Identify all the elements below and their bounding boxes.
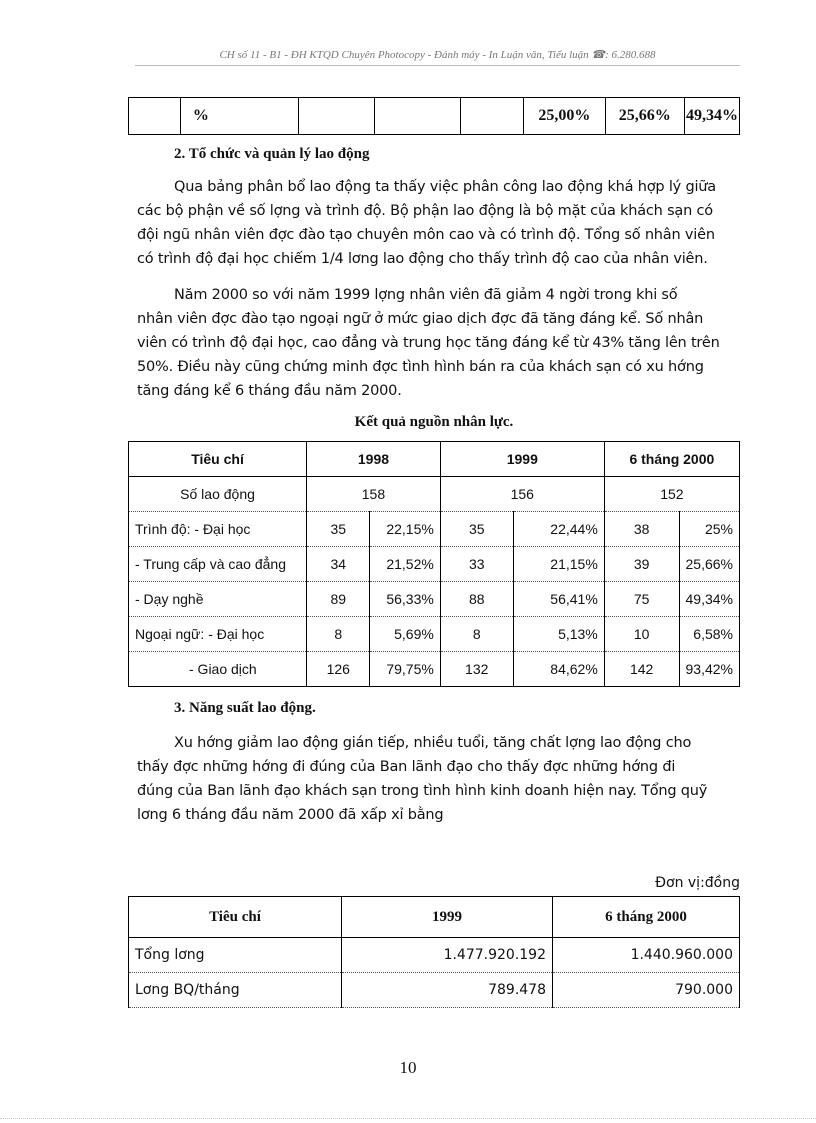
continued-table-row [128,97,740,135]
section-2-title: 2. Tổ chức và quản lý lao động [174,146,370,162]
page-header: CH số 11 - B1 - ĐH KTQD Chuyên Photocopy - Đánh máy - In Luận văn, Tiểu luận ☎: 6.280.688 [135,48,740,66]
percent-value: 49,34% [685,98,740,135]
table-row: Lơng BQ/tháng 789.478 790.000 [129,973,740,1008]
wage-table [128,896,740,1008]
table-row: Ngoại ngữ: - Đại học 8 5,69% 8 5,13% 10 6,58% [129,617,740,652]
table-header-row: Tiêu chí 1999 6 tháng 2000 [129,897,740,938]
page-number: 10 [399,1058,417,1077]
section-2-paragraph-2: Năm 2000 so với năm 1999 lợng nhân viên đã giảm 4 ngời trong khi số nhân viên đợc đào tạo ngoại ngữ ở mức giao dịch đợc đã tăng đáng kể. Số nhân viên có trình độ đại học, cao đẳng và trung học tăng đáng kể từ 43% tăng lên trên 50%. Điều này cũng chứng minh đợc tình hình bán ra của khách sạn có xu hớng tăng đáng kể 6 tháng đầu năm 2000. [137,287,720,399]
section-3-paragraph: Xu hớng giảm lao động gián tiếp, nhiều tuổi, tăng chất lợng lao động cho thấy đợc những hớng đi đúng của Ban lãnh đạo cho thấy đợc những hớng đi đúng của Ban lãnh đạo khách sạn trong tình hình kinh doanh hiện nay. Tổng quỹ lơng 6 tháng đầu năm 2000 đã xấp xỉ bằng [137,735,708,823]
percent-value: 25,66% [605,98,684,135]
results-table-caption: Kết quả nguồn nhân lực. [354,414,514,430]
unit-label: Đơn vị:đồng [655,875,740,891]
table-row: - Trung cấp và cao đẳng 34 21,52% 33 21,15% 39 25,66% [129,547,740,582]
footer-divider [0,1118,816,1119]
results-table [128,441,740,687]
table-row: Tổng lơng 1.477.920.192 1.440.960.000 [129,938,740,973]
table-row: Số lao động 158 156 152 [129,477,740,512]
percent-label: % [180,98,298,135]
table-row: Trình độ: - Đại học 35 22,15% 35 22,44% 38 25% [129,512,740,547]
table-row: - Giao dịch 126 79,75% 132 84,62% 142 93,42% [129,652,740,687]
table-header-row: Tiêu chí 1998 1999 6 tháng 2000 [129,442,740,477]
percent-value: 25,00% [524,98,605,135]
table-row: - Dạy nghề 89 56,33% 88 56,41% 75 49,34% [129,582,740,617]
section-2-paragraph-1: Qua bảng phân bổ lao động ta thấy việc phân công lao động khá hợp lý giữa các bộ phận về số lợng và trình độ. Bộ phận lao động là bộ mặt của khách sạn có đội ngũ nhân viên đợc đào tạo chuyên môn cao và có trình độ. Tổng số nhân viên có trình độ đại học chiếm 1/4 lơng lao động cho thấy trình độ cao của nhân viên. [137,179,716,267]
section-3-title: 3. Năng suất lao động. [174,700,316,716]
